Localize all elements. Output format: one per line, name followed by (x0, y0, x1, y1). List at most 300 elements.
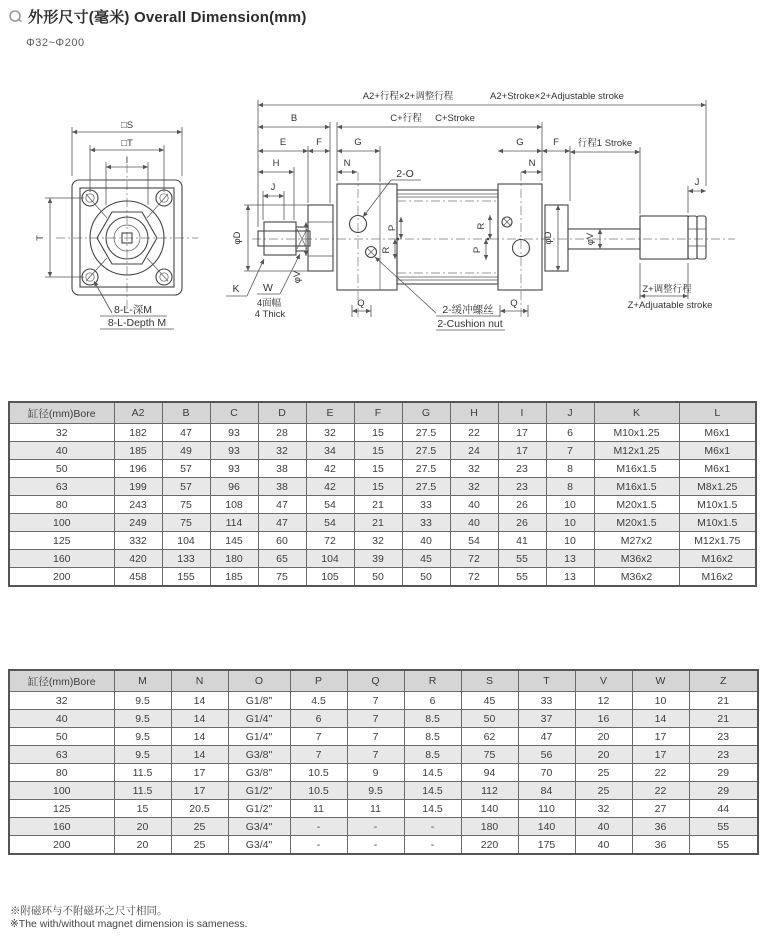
table-cell: 32 (450, 478, 498, 496)
dim-label-J: J (270, 182, 276, 193)
column-header: N (171, 670, 228, 692)
table-cell: - (290, 836, 347, 855)
table-cell: 12 (575, 692, 632, 710)
table-cell: 27.5 (402, 478, 450, 496)
column-header: 缸径(mm)Bore (9, 670, 114, 692)
table-cell: 15 (354, 424, 402, 442)
table-cell: 243 (114, 496, 162, 514)
table-cell: 57 (162, 478, 210, 496)
dim-label-T-square: □T (121, 138, 133, 149)
table-cell: 47 (258, 514, 306, 532)
dim-label-N2: N (528, 158, 536, 169)
table-cell: M20x1.5 (594, 496, 679, 514)
table-cell: M16x2 (679, 568, 756, 587)
table-cell: 7 (347, 692, 404, 710)
table-cell: 20 (575, 746, 632, 764)
table-cell: 20 (114, 818, 171, 836)
holes-note-zh: 8-L-深M (114, 304, 152, 316)
table-cell: 104 (306, 550, 354, 568)
table-cell: 10 (632, 692, 689, 710)
table-cell: 9 (347, 764, 404, 782)
table-cell: 23 (498, 460, 546, 478)
dim-label-K: K (232, 283, 240, 295)
table-cell: 145 (210, 532, 258, 550)
dim-label-W: W (263, 282, 273, 294)
table-cell: - (347, 836, 404, 855)
table-cell: 84 (518, 782, 575, 800)
table-cell: 65 (258, 550, 306, 568)
column-header: W (632, 670, 689, 692)
table-cell: 7 (290, 746, 347, 764)
table-cell: 80 (9, 496, 114, 514)
table-cell: 16 (575, 710, 632, 728)
table-cell: M6x1 (679, 460, 756, 478)
table-cell: M10x1.25 (594, 424, 679, 442)
table-cell: 63 (9, 478, 114, 496)
table-cell: 11 (290, 800, 347, 818)
column-header: F (354, 402, 402, 424)
table-cell: 6 (546, 424, 594, 442)
wrench-note-zh: 4面幅 (256, 298, 282, 309)
table-cell: 15 (354, 442, 402, 460)
table-cell: 45 (402, 550, 450, 568)
dim-label-total-en: A2+Stroke×2+Adjustable stroke (490, 91, 624, 102)
table-cell: 17 (632, 746, 689, 764)
table-cell: 23 (498, 478, 546, 496)
table-cell: 125 (9, 800, 114, 818)
table-cell: 26 (498, 496, 546, 514)
wrench-note-en: 4 Thick (254, 309, 286, 320)
table-row (9, 532, 756, 550)
table-cell: 8.5 (404, 728, 461, 746)
table-cell: G3/8" (228, 764, 290, 782)
table-cell: 458 (114, 568, 162, 587)
table-cell: 420 (114, 550, 162, 568)
table-cell: 14 (171, 710, 228, 728)
table-cell: 55 (689, 818, 758, 836)
table-cell: 40 (450, 514, 498, 532)
table-cell: 55 (689, 836, 758, 855)
table-cell: 36 (632, 818, 689, 836)
table-cell: G3/4" (228, 836, 290, 855)
dim-label-I: I (125, 155, 129, 166)
table-cell: 57 (162, 460, 210, 478)
table-cell: 33 (402, 496, 450, 514)
front-view (35, 120, 198, 329)
table-cell: 21 (689, 710, 758, 728)
table-cell: 14.5 (404, 764, 461, 782)
dim-label-Q2: Q (510, 298, 518, 309)
table-cell: 41 (498, 532, 546, 550)
table-cell: 27.5 (402, 424, 450, 442)
footnotes (10, 905, 248, 931)
cushion-note-en: 2-Cushion nut (437, 318, 503, 330)
table-cell: 32 (450, 460, 498, 478)
table-cell: 50 (354, 568, 402, 587)
table-cell: 17 (498, 442, 546, 460)
table-cell: 94 (461, 764, 518, 782)
holes-note-en: 8-L-Depth M (107, 317, 167, 329)
dim-label-R: R (381, 246, 392, 254)
footnote-en: ※The with/without magnet dimension is sameness. (10, 918, 248, 931)
dim-label-G2: G (516, 137, 524, 148)
table-cell: 15 (114, 800, 171, 818)
table-row (9, 550, 756, 568)
dim-label-Z-en: Z+Adjuatable stroke (627, 300, 713, 311)
table-cell: 40 (450, 496, 498, 514)
table-cell: 32 (9, 692, 114, 710)
table-cell: G1/8" (228, 692, 290, 710)
table-row (9, 460, 756, 478)
table-cell: 47 (258, 496, 306, 514)
table-cell: 14.5 (404, 800, 461, 818)
column-header: I (498, 402, 546, 424)
table-cell: 200 (9, 568, 114, 587)
table-cell: 42 (306, 460, 354, 478)
table-cell: 22 (450, 424, 498, 442)
table-cell: 7 (290, 728, 347, 746)
table-cell: 155 (162, 568, 210, 587)
table-cell: 28 (258, 424, 306, 442)
table-row (9, 764, 758, 782)
table-cell: 34 (306, 442, 354, 460)
table-row (9, 710, 758, 728)
table-cell: 96 (210, 478, 258, 496)
table-cell: 45 (461, 692, 518, 710)
table-cell: 54 (450, 532, 498, 550)
table-cell: 14.5 (404, 782, 461, 800)
table-cell: M6x1 (679, 424, 756, 442)
column-header: L (679, 402, 756, 424)
column-header: K (594, 402, 679, 424)
table-cell: 93 (210, 460, 258, 478)
table-cell: 72 (450, 550, 498, 568)
table-cell: 75 (461, 746, 518, 764)
table-row (9, 728, 758, 746)
table-cell: M10x1.5 (679, 496, 756, 514)
table-cell: 50 (9, 460, 114, 478)
table-cell: 17 (171, 782, 228, 800)
table-cell: 63 (9, 746, 114, 764)
dim-label-stroke1: 行程1 Stroke (577, 138, 633, 149)
table-row (9, 424, 756, 442)
table-cell: 21 (354, 496, 402, 514)
table-cell: 8.5 (404, 710, 461, 728)
table-cell: 10.5 (290, 764, 347, 782)
table-cell: 47 (162, 424, 210, 442)
table-cell: G3/4" (228, 818, 290, 836)
table-cell: G3/8" (228, 746, 290, 764)
dim-label-phiV: φV (292, 270, 303, 284)
table-cell: 50 (9, 728, 114, 746)
dim-label-H: H (272, 158, 280, 169)
table-cell: 8 (546, 460, 594, 478)
table-cell: 6 (404, 692, 461, 710)
dim-label-N: N (343, 158, 351, 169)
dimension-table-1 (8, 401, 757, 587)
table-cell: 22 (632, 764, 689, 782)
header-row (9, 402, 756, 424)
table-cell: 60 (258, 532, 306, 550)
dim-label-total-zh: A2+行程×2+调整行程 (362, 91, 454, 102)
table-cell: 23 (689, 746, 758, 764)
table-cell: - (290, 818, 347, 836)
table-cell: 9.5 (114, 746, 171, 764)
table-cell: - (404, 818, 461, 836)
table-cell: 29 (689, 764, 758, 782)
table-cell: 75 (162, 496, 210, 514)
table-row (9, 782, 758, 800)
table-row (9, 568, 756, 587)
table-cell: 110 (518, 800, 575, 818)
table-cell: 200 (9, 836, 114, 855)
table-cell: 249 (114, 514, 162, 532)
dim-label-J2: J (694, 177, 700, 188)
table-cell: 7 (347, 710, 404, 728)
table-cell: 17 (171, 764, 228, 782)
table-cell: - (404, 836, 461, 855)
column-header: B (162, 402, 210, 424)
table-cell: 332 (114, 532, 162, 550)
technical-drawing (0, 0, 765, 360)
column-header: Z (689, 670, 758, 692)
column-header: O (228, 670, 290, 692)
table-cell: 40 (575, 836, 632, 855)
table-cell: 9.5 (114, 728, 171, 746)
table-cell: 32 (306, 424, 354, 442)
table-cell: 108 (210, 496, 258, 514)
table-row (9, 478, 756, 496)
dim-label-phiD: φD (232, 231, 243, 245)
table-cell: 7 (546, 442, 594, 460)
table-cell: 49 (162, 442, 210, 460)
dim-label-Q: Q (357, 298, 365, 309)
table-cell: 40 (9, 442, 114, 460)
table-cell: 180 (210, 550, 258, 568)
column-header: R (404, 670, 461, 692)
table-cell: 47 (518, 728, 575, 746)
table-cell: 15 (354, 478, 402, 496)
column-header: M (114, 670, 171, 692)
table-cell: 185 (210, 568, 258, 587)
table-cell: 25 (171, 818, 228, 836)
table-cell: M12x1.75 (679, 532, 756, 550)
table-cell: 44 (689, 800, 758, 818)
table-cell: 17 (632, 728, 689, 746)
table-cell: 33 (402, 514, 450, 532)
table-cell: 125 (9, 532, 114, 550)
table-cell: 21 (689, 692, 758, 710)
table-cell: 32 (9, 424, 114, 442)
table-cell: 25 (575, 782, 632, 800)
table-cell: 133 (162, 550, 210, 568)
page-title: 外形尺寸(毫米) Overall Dimension(mm) (28, 9, 307, 26)
table-cell: 38 (258, 478, 306, 496)
dim-label-C-zh: C+行程 (390, 113, 422, 124)
dim-label-Z-zh: Z+调整行程 (642, 284, 692, 295)
footnote-zh: ※附磁环与不附磁环之尺寸相同。 (10, 905, 168, 917)
table-cell: 180 (461, 818, 518, 836)
cushion-note-zh: 2-缓冲螺丝 (442, 304, 494, 316)
table-cell: 80 (9, 764, 114, 782)
table-cell: 32 (575, 800, 632, 818)
table-cell: 10 (546, 496, 594, 514)
table-cell: M36x2 (594, 550, 679, 568)
table-cell: 9.5 (114, 710, 171, 728)
table-cell: G1/2" (228, 782, 290, 800)
table-cell: 196 (114, 460, 162, 478)
table-cell: 37 (518, 710, 575, 728)
table-cell: 55 (498, 550, 546, 568)
table-cell: 7 (347, 746, 404, 764)
table-cell: 14 (171, 746, 228, 764)
table-cell: M12x1.25 (594, 442, 679, 460)
dim-label-phiD2: φD (543, 231, 554, 245)
table-cell: 42 (306, 478, 354, 496)
table-cell: 140 (518, 818, 575, 836)
table-cell: 105 (306, 568, 354, 587)
table-cell: 13 (546, 568, 594, 587)
column-header: 缸径(mm)Bore (9, 402, 114, 424)
table-row (9, 800, 758, 818)
table-row (9, 692, 758, 710)
table-cell: 75 (162, 514, 210, 532)
table-cell: 112 (461, 782, 518, 800)
table-cell: M6x1 (679, 442, 756, 460)
column-header: A2 (114, 402, 162, 424)
table-cell: 32 (258, 442, 306, 460)
table-cell: 54 (306, 496, 354, 514)
port-note: 2-O (396, 168, 414, 180)
table-cell: M10x1.5 (679, 514, 756, 532)
column-header: Q (347, 670, 404, 692)
table-cell: 39 (354, 550, 402, 568)
table-cell: 160 (9, 818, 114, 836)
table-cell: 140 (461, 800, 518, 818)
table-cell: 62 (461, 728, 518, 746)
table-cell: 17 (498, 424, 546, 442)
dim-label-P2: P (472, 246, 483, 254)
table-cell: 29 (689, 782, 758, 800)
table-cell: M20x1.5 (594, 514, 679, 532)
table-cell: 11 (347, 800, 404, 818)
table-cell: 11.5 (114, 764, 171, 782)
table-cell: 6 (290, 710, 347, 728)
dim-label-phiV2: φV (585, 232, 596, 246)
column-header: C (210, 402, 258, 424)
table-cell: 22 (632, 782, 689, 800)
table-row (9, 746, 758, 764)
table-cell: 220 (461, 836, 518, 855)
table-cell: 36 (632, 836, 689, 855)
table-cell: 4.5 (290, 692, 347, 710)
table-cell: G1/4" (228, 728, 290, 746)
table-cell: 40 (575, 818, 632, 836)
table-cell: 40 (9, 710, 114, 728)
table-cell: 13 (546, 550, 594, 568)
table-cell: 20 (114, 836, 171, 855)
table-cell: 175 (518, 836, 575, 855)
dim-label-C-en: C+Stroke (435, 113, 475, 124)
table-cell: M16x2 (679, 550, 756, 568)
table-cell: 38 (258, 460, 306, 478)
table-cell: 75 (258, 568, 306, 587)
table-row (9, 496, 756, 514)
table-cell: 72 (306, 532, 354, 550)
dim-label-G: G (354, 137, 362, 148)
table-cell: 9.5 (347, 782, 404, 800)
table-cell: 24 (450, 442, 498, 460)
table-cell: 10 (546, 532, 594, 550)
dim-label-E: E (279, 137, 287, 148)
column-header: G (402, 402, 450, 424)
table-cell: 33 (518, 692, 575, 710)
dim-label-P: P (387, 224, 398, 232)
table-cell: 100 (9, 514, 114, 532)
table-cell: 7 (347, 728, 404, 746)
table-cell: M16x1.5 (594, 478, 679, 496)
table-cell: 27.5 (402, 460, 450, 478)
table-cell: 15 (354, 460, 402, 478)
dim-label-F: F (316, 137, 322, 148)
table-cell: 8 (546, 478, 594, 496)
table-cell: 21 (354, 514, 402, 532)
table-cell: 182 (114, 424, 162, 442)
column-header: S (461, 670, 518, 692)
table-cell: 93 (210, 424, 258, 442)
bore-range-label: Φ32~Φ200 (26, 37, 85, 49)
table-cell: M27x2 (594, 532, 679, 550)
table-cell: 54 (306, 514, 354, 532)
table-cell: 114 (210, 514, 258, 532)
table-row (9, 836, 758, 855)
column-header: P (290, 670, 347, 692)
table-cell: 11.5 (114, 782, 171, 800)
table-row (9, 514, 756, 532)
column-header: T (518, 670, 575, 692)
table-cell: 27 (632, 800, 689, 818)
table-cell: 23 (689, 728, 758, 746)
table-cell: 14 (171, 692, 228, 710)
dim-label-S: □S (120, 120, 134, 131)
table-row (9, 818, 758, 836)
column-header: E (306, 402, 354, 424)
table-cell: 199 (114, 478, 162, 496)
table-cell: 104 (162, 532, 210, 550)
dim-label-T: T (35, 235, 46, 241)
table-cell: 14 (171, 728, 228, 746)
table-cell: 55 (498, 568, 546, 587)
table-cell: M16x1.5 (594, 460, 679, 478)
table-cell: - (347, 818, 404, 836)
table-cell: 72 (450, 568, 498, 587)
column-header: J (546, 402, 594, 424)
table-cell: 32 (354, 532, 402, 550)
table-cell: 10.5 (290, 782, 347, 800)
table-cell: 185 (114, 442, 162, 460)
table-cell: 20.5 (171, 800, 228, 818)
table-cell: 26 (498, 514, 546, 532)
header-row (9, 670, 758, 692)
table-cell: 50 (402, 568, 450, 587)
table-cell: G1/2" (228, 800, 290, 818)
table-cell: M36x2 (594, 568, 679, 587)
dim-label-B: B (290, 113, 298, 124)
table-cell: G1/4" (228, 710, 290, 728)
table-cell: 14 (632, 710, 689, 728)
table-cell: 70 (518, 764, 575, 782)
side-view (226, 90, 735, 330)
